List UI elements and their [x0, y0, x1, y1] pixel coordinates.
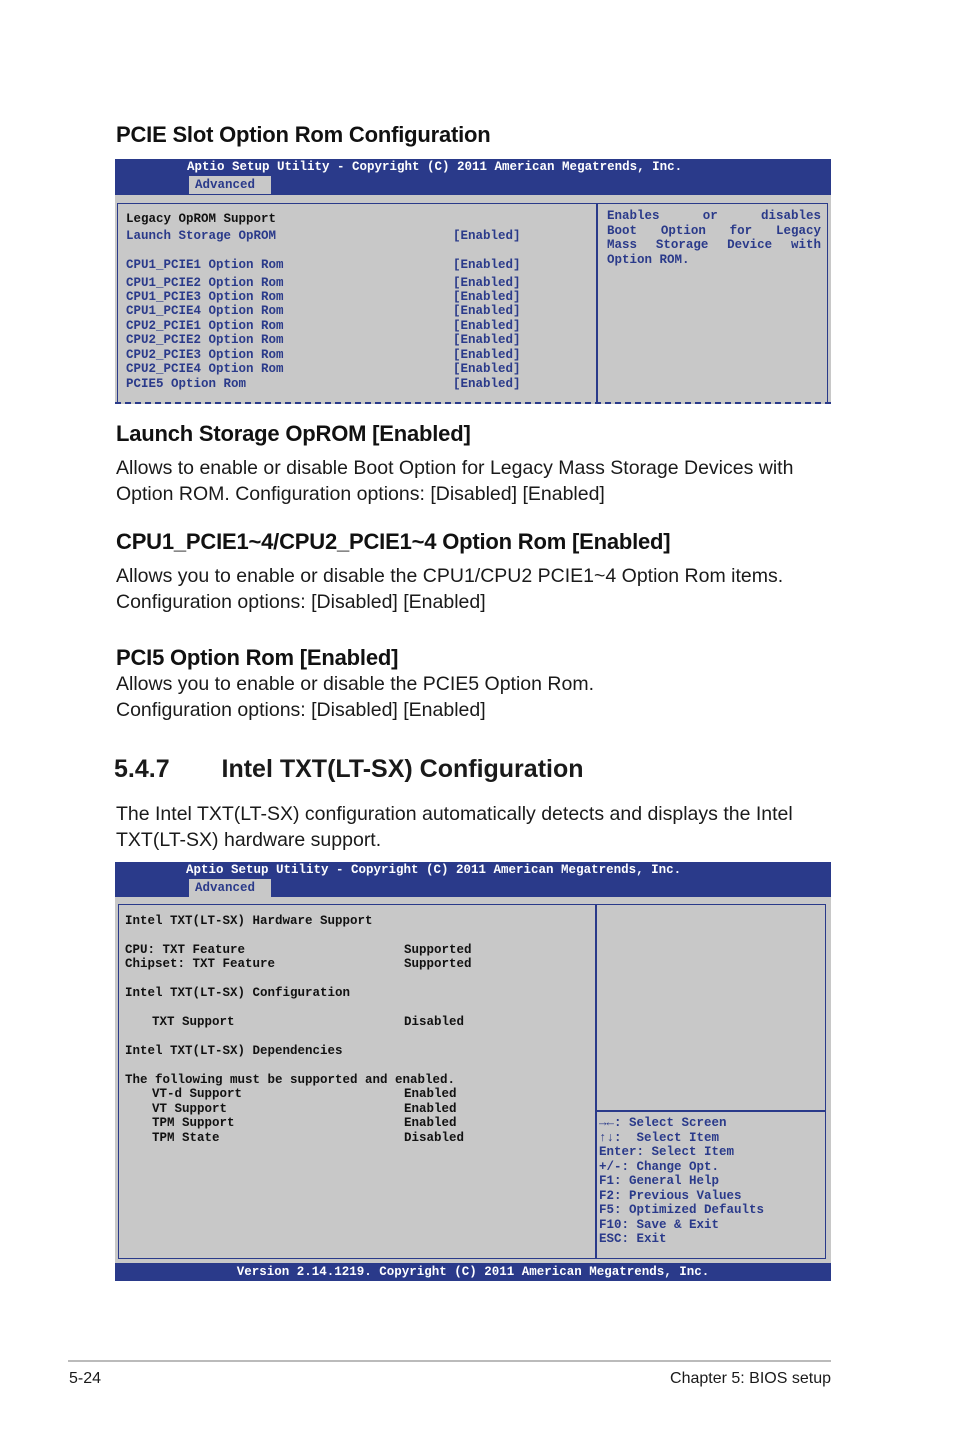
pci5-desc-line2: Configuration options: [Disabled] [Enabled] [116, 699, 486, 721]
help-line: Option ROM. [607, 252, 690, 267]
dependency-value: Disabled [404, 1130, 465, 1145]
txt-intro-line2: TXT(LT-SX) hardware support. [116, 829, 382, 851]
bios-screen-txt [115, 862, 831, 1281]
launch-storage-desc-line1: Allows to enable or disable Boot Option for Legacy Mass Storage Devices with [116, 457, 794, 479]
chipset-txt-value: Supported [404, 957, 472, 971]
launch-storage-desc [116, 455, 836, 507]
key-hint: F2: Previous Values [599, 1188, 742, 1203]
option-rom-value[interactable]: [Enabled] [453, 229, 521, 243]
pci5-title: PCI5 Option Rom [Enabled] [116, 645, 399, 670]
bios-help-panel [595, 904, 826, 1112]
txt-hw-heading: Intel TXT(LT-SX) Hardware Support [125, 914, 373, 928]
pcie-section-title: PCIE Slot Option Rom Configuration [116, 122, 491, 147]
section-number: 5.4.7 [114, 755, 170, 783]
txt-deps-note: The following must be supported and enabled. [125, 1073, 456, 1087]
bios-header-title: Aptio Setup Utility - Copyright (C) 2011 American Megatrends, Inc. [186, 863, 682, 877]
dependency-label: TPM Support [152, 1116, 235, 1130]
txt-support-label[interactable]: TXT Support [152, 1015, 235, 1029]
option-rom-label[interactable]: CPU1_PCIE2 Option Rom [126, 276, 284, 290]
chapter-label: Chapter 5: BIOS setup [670, 1370, 831, 1387]
option-rom-value[interactable]: [Enabled] [453, 276, 521, 290]
option-rom-label[interactable]: CPU1_PCIE4 Option Rom [126, 304, 284, 318]
key-hint: Enter: Select Item [599, 1145, 735, 1159]
tab-advanced[interactable]: Advanced [189, 176, 271, 194]
option-rom-label[interactable]: CPU1_PCIE3 Option Rom [126, 290, 284, 304]
bios-header [115, 159, 831, 195]
key-hint: ESC: Exit [599, 1232, 667, 1246]
cpu-pcie-title: CPU1_PCIE1~4/CPU2_PCIE1~4 Option Rom [Enabled] [116, 529, 671, 554]
chipset-txt-label: Chipset: TXT Feature [125, 957, 276, 971]
option-rom-label[interactable]: CPU2_PCIE2 Option Rom [126, 333, 284, 347]
option-rom-value[interactable]: [Enabled] [453, 333, 521, 347]
option-rom-value[interactable]: [Enabled] [453, 258, 521, 272]
cpu-pcie-desc [116, 563, 836, 615]
bios-cut-edge [115, 402, 831, 404]
cpu-txt-value: Supported [404, 943, 472, 957]
launch-storage-title: Launch Storage OpROM [Enabled] [116, 421, 471, 446]
option-rom-label[interactable]: CPU2_PCIE4 Option Rom [126, 362, 284, 376]
txt-intro [116, 801, 836, 853]
bios-screen-pcie [115, 159, 831, 404]
bios-header-title: Aptio Setup Utility - Copyright (C) 2011 American Megatrends, Inc. [187, 160, 683, 174]
option-rom-value[interactable]: [Enabled] [453, 362, 521, 376]
cpu-pcie-desc-line1: Allows you to enable or disable the CPU1/CPU2 PCIE1~4 Option Rom items. [116, 565, 784, 587]
bios-version-footer: Version 2.14.1219. Copyright (C) 2011 American Megatrends, Inc. [115, 1263, 831, 1281]
bios-header [115, 862, 831, 897]
key-hint: F10: Save & Exit [599, 1217, 720, 1232]
help-line: Boot Option for Legacy [607, 223, 821, 238]
option-rom-value[interactable]: [Enabled] [453, 290, 521, 304]
dependency-label: VT Support [152, 1101, 228, 1116]
footer-rule [68, 1360, 831, 1362]
launch-storage-desc-line2: Option ROM. Configuration options: [Disabled] [Enabled] [116, 483, 605, 505]
help-line: Mass Storage Device with [607, 238, 821, 252]
dependency-value: Enabled [404, 1101, 457, 1116]
cpu-txt-label: CPU: TXT Feature [125, 943, 246, 957]
option-rom-label[interactable]: CPU2_PCIE3 Option Rom [126, 348, 284, 362]
txt-intro-line1: The Intel TXT(LT-SX) configuration automatically detects and displays the Intel [116, 803, 793, 825]
option-rom-value[interactable]: [Enabled] [453, 319, 521, 333]
option-rom-label[interactable]: CPU2_PCIE1 Option Rom [126, 319, 284, 333]
txt-deps-heading: Intel TXT(LT-SX) Dependencies [125, 1044, 343, 1058]
pci5-desc-line1: Allows you to enable or disable the PCIE5 Option Rom. [116, 673, 595, 695]
legacy-oprom-heading: Legacy OpROM Support [126, 212, 277, 226]
page-number: 5-24 [69, 1370, 102, 1387]
txt-config-heading: Intel TXT(LT-SX) Configuration [125, 986, 351, 1000]
option-rom-value[interactable]: [Enabled] [453, 304, 521, 318]
key-hint: ↑↓: Select Item [599, 1130, 720, 1145]
dependency-label: TPM State [152, 1130, 220, 1145]
key-hint: F5: Optimized Defaults [599, 1203, 765, 1217]
dependency-value: Enabled [404, 1116, 457, 1130]
section-547-heading [114, 755, 584, 784]
option-rom-label[interactable]: CPU1_PCIE1 Option Rom [126, 258, 284, 272]
dependency-value: Enabled [404, 1087, 457, 1101]
key-hint: +/-: Change Opt. [599, 1159, 720, 1174]
txt-support-value[interactable]: Disabled [404, 1015, 465, 1029]
section-title: Intel TXT(LT-SX) Configuration [221, 755, 584, 783]
dependency-label: VT-d Support [152, 1087, 243, 1101]
option-rom-value[interactable]: [Enabled] [453, 377, 521, 391]
help-line: Enables or disables [607, 209, 821, 223]
option-rom-label[interactable]: Launch Storage OpROM [126, 229, 277, 243]
pci5-desc [116, 671, 836, 723]
key-hint: →←: Select Screen [599, 1116, 727, 1130]
option-rom-value[interactable]: [Enabled] [453, 348, 521, 362]
cpu-pcie-desc-line2: Configuration options: [Disabled] [Enabled] [116, 591, 486, 613]
tab-advanced[interactable]: Advanced [189, 879, 271, 897]
option-rom-label[interactable]: PCIE5 Option Rom [126, 377, 247, 391]
key-hint: F1: General Help [599, 1174, 720, 1188]
